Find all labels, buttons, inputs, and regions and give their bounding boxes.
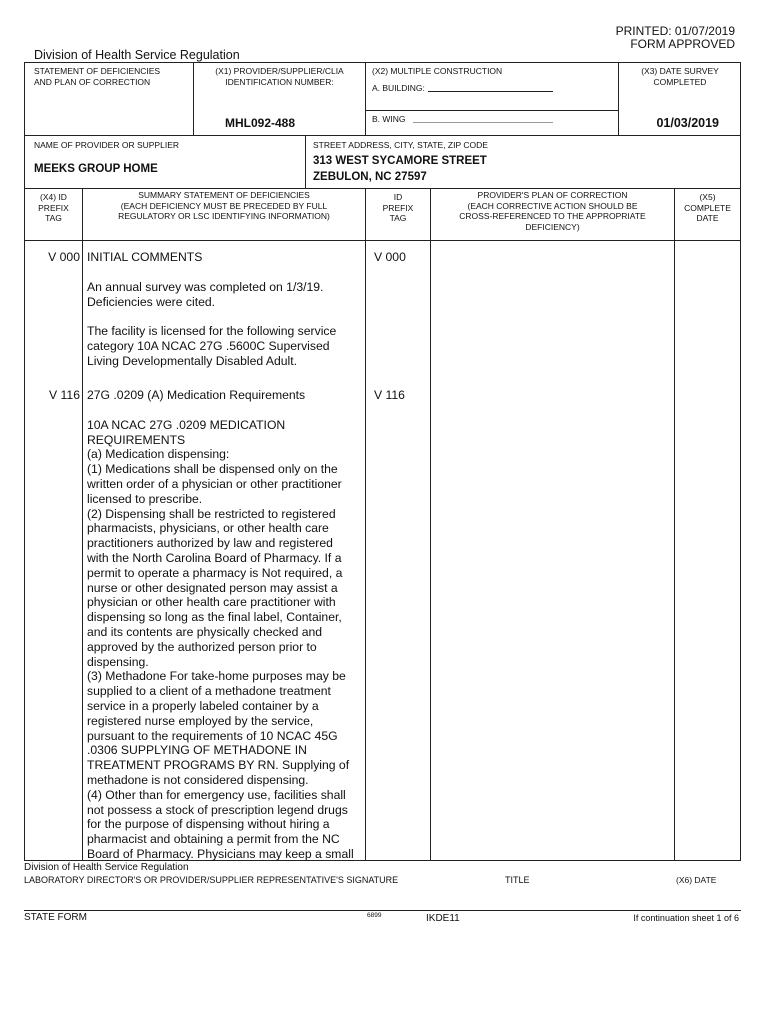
wing-underline [413, 122, 553, 123]
address-label: STREET ADDRESS, CITY, STATE, ZIP CODE [313, 140, 488, 150]
footer-division: Division of Health Service Regulation [24, 862, 189, 873]
entry-heading: INITIAL COMMENTS [87, 250, 203, 264]
provider-name: MEEKS GROUP HOME [34, 163, 158, 175]
continuation-sheet: If continuation sheet 1 of 6 [633, 913, 739, 923]
entry-tag: V 000 [48, 250, 80, 264]
entry-text [87, 388, 363, 862]
id-column-header: ID PREFIX TAG [382, 192, 414, 223]
summary-column-header: SUMMARY STATEMENT OF DEFICIENCIES (EACH DEFICIENCY MUST BE PRECEDED BY FULL REGULATORY OR LSC IDENTIFYING INFORMATION) [118, 190, 330, 221]
title-label: TITLE [505, 875, 530, 885]
printed-date: PRINTED: 01/07/2019 [615, 24, 735, 38]
provider-id-number: MHL092-488 [224, 116, 296, 130]
x3-label: (X3) DATE SURVEY COMPLETED [641, 66, 719, 87]
survey-completed-date: 01/03/2019 [656, 116, 719, 130]
statement-label: STATEMENT OF DEFICIENCIES AND PLAN OF CORRECTION [34, 66, 161, 87]
x2-label: (X2) MULTIPLE CONSTRUCTION [372, 66, 503, 76]
entry-text [87, 250, 363, 384]
state-form-label: STATE FORM [24, 912, 87, 923]
entry-paragraph: 10A NCAC 27G .0209 MEDICATION REQUIREMENTS (a) Medication dispensing: (1) Medications shall be dispensed only on the written order of a physician or other practitioner licensed to prescribe. (2) Dispensing shall be restricted to registered pharmacists, physicians, or other health care practitioners authorized by law and registered with the North Carolina Board of Pharmacy. If a permit to operate a pharmacy is Not required, a nurse or other designated person may assist a physician or other health care practitioner with dispensing so long as the final label, Container, and its contents are physically checked and approved by the authorized person prior to dispensing. (3) Methadone For take-home purposes may be supplied to a client of a methadone treatment service in a properly labeled container by a registered nurse employed by the service, pursuant to the requirements of 10 NCAC 45G .0306 SUPPLYING OF METHADONE IN TREATMENT PROGRAMS BY RN. Supplying of methadone is not considered dispensing. (4) Other than for emergency use, facilities shall not possess a stock of prescription legend drugs for the purpose of dispensing without hiring a pharmacist and obtaining a permit from the NC Board of Pharmacy. Physicians may keep a small [87, 417, 354, 861]
address-city: ZEBULON, NC 27597 [313, 171, 427, 183]
entry-id-tag: V 116 [374, 388, 405, 402]
provider-name-label: NAME OF PROVIDER OR SUPPLIER [34, 140, 179, 150]
building-label: A. BUILDING: [372, 83, 425, 93]
x5-column-header: (X5) COMPLETE DATE [684, 192, 731, 223]
entry-paragraph: An annual survey was completed on 1/3/19. Deficiencies were cited. [87, 279, 324, 309]
x6-date-label: (X6) DATE [676, 875, 717, 885]
form-approved: FORM APPROVED [630, 37, 735, 51]
entry-id-tag: V 000 [374, 250, 406, 264]
event-id: IKDE11 [426, 913, 460, 924]
wing-label: B. WING [372, 114, 406, 124]
entry-tag: V 116 [49, 388, 80, 402]
division-title: Division of Health Service Regulation [34, 48, 240, 62]
signature-label: LABORATORY DIRECTOR'S OR PROVIDER/SUPPLIER REPRESENTATIVE'S SIGNATURE [24, 875, 399, 885]
entry-paragraph: The facility is licensed for the following service category 10A NCAC 27G .5600C Supervised Living Developmentally Disabled Adult. [87, 324, 337, 368]
entry-heading: 27G .0209 (A) Medication Requirements [87, 388, 306, 402]
x1-label: (X1) PROVIDER/SUPPLIER/CLIA IDENTIFICATION NUMBER: [215, 66, 344, 87]
x4-column-header: (X4) ID PREFIX TAG [38, 192, 69, 223]
address-street: 313 WEST SYCAMORE STREET [313, 155, 487, 167]
building-underline [428, 91, 553, 92]
plan-column-header: PROVIDER'S PLAN OF CORRECTION (EACH CORRECTIVE ACTION SHOULD BE CROSS-REFERENCED TO THE APPROPRIATE DEFICIENCY) [459, 190, 646, 232]
form-number: 6899 [367, 912, 382, 919]
